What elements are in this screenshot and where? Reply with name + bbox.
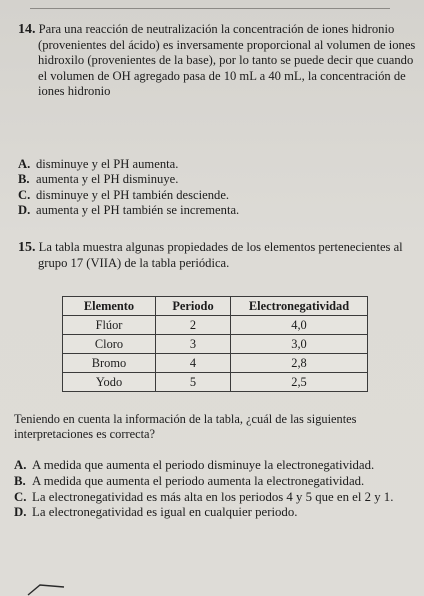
- question-14-options: [18, 157, 418, 219]
- table-cell: 4,0: [231, 316, 368, 335]
- question-15-text: La tabla muestra algunas propiedades de los elementos pertenecientes al grupo 17 (VIIA) de la tabla periódica.: [38, 240, 403, 270]
- option-letter: D.: [18, 203, 31, 218]
- question-14-number: 14.: [18, 22, 36, 37]
- table-cell: 3: [156, 335, 231, 354]
- option-text: La electronegatividad es más alta en los periodos 4 y 5 que en el 2 y 1.: [32, 489, 394, 504]
- option-text: aumenta y el PH disminuye.: [36, 172, 179, 187]
- question-14-body: [18, 22, 418, 100]
- question-15-number: 15.: [18, 240, 36, 255]
- option-text: disminuye y el PH también desciende.: [36, 187, 230, 202]
- option-14-c[interactable]: [18, 188, 418, 203]
- question-14-text: Para una reacción de neutralización la concentración de iones hidronio (provenientes del ácido) es inversamente proporcional al volumen de iones hidroxilo (provenientes de la base), por lo tanto se puede decir que cuando el volumen de OH agregado pasa de 10 mL a 40 mL, la concentración de iones hidronio: [38, 22, 416, 99]
- question-15-body: [18, 240, 418, 271]
- option-letter: C.: [14, 489, 27, 504]
- option-15-a[interactable]: [14, 458, 418, 474]
- pen-mark: [26, 581, 66, 596]
- table-row: [63, 373, 368, 392]
- table-cell: 5: [156, 373, 231, 392]
- option-15-b[interactable]: [14, 474, 418, 490]
- top-rule: [30, 8, 390, 9]
- option-letter: A.: [18, 157, 31, 171]
- table-cell: Bromo: [63, 354, 156, 373]
- option-14-d[interactable]: [18, 203, 418, 218]
- table-header: Periodo: [156, 297, 231, 316]
- option-text: disminuye y el PH aumenta.: [36, 157, 179, 171]
- group-17-table: [62, 296, 368, 392]
- table-cell: Yodo: [63, 373, 156, 392]
- question-15: [18, 240, 418, 271]
- table-header: Electronegatividad: [231, 297, 368, 316]
- option-letter: B.: [14, 473, 26, 488]
- question-15-options: [14, 458, 418, 521]
- option-15-d[interactable]: [14, 505, 418, 521]
- option-text: A medida que aumenta el periodo disminuye la electronegatividad.: [32, 458, 375, 472]
- option-letter: B.: [18, 172, 30, 187]
- table-cell: 4: [156, 354, 231, 373]
- question-15-stem: Teniendo en cuenta la información de la tabla, ¿cuál de las siguientes interpretaciones es correcta?: [14, 412, 357, 442]
- option-letter: C.: [18, 187, 31, 202]
- question-14: [18, 22, 418, 100]
- option-14-b[interactable]: [18, 172, 418, 187]
- table-cell: 2,8: [231, 354, 368, 373]
- option-letter: A.: [14, 458, 27, 472]
- option-letter: D.: [14, 505, 27, 520]
- table-row: [63, 316, 368, 335]
- table-cell: Cloro: [63, 335, 156, 354]
- table-row: [63, 354, 368, 373]
- table-cell: 3,0: [231, 335, 368, 354]
- option-text: La electronegatividad es igual en cualquier periodo.: [32, 505, 298, 520]
- table-header-row: [63, 297, 368, 316]
- option-text: A medida que aumenta el periodo aumenta la electronegatividad.: [32, 473, 365, 488]
- table-cell: 2,5: [231, 373, 368, 392]
- table-header: Elemento: [63, 297, 156, 316]
- table-row: [63, 335, 368, 354]
- table-cell: Flúor: [63, 316, 156, 335]
- table-cell: 2: [156, 316, 231, 335]
- option-text: aumenta y el PH también se incrementa.: [36, 203, 240, 218]
- option-15-c[interactable]: [14, 490, 418, 506]
- option-14-a[interactable]: [18, 157, 418, 172]
